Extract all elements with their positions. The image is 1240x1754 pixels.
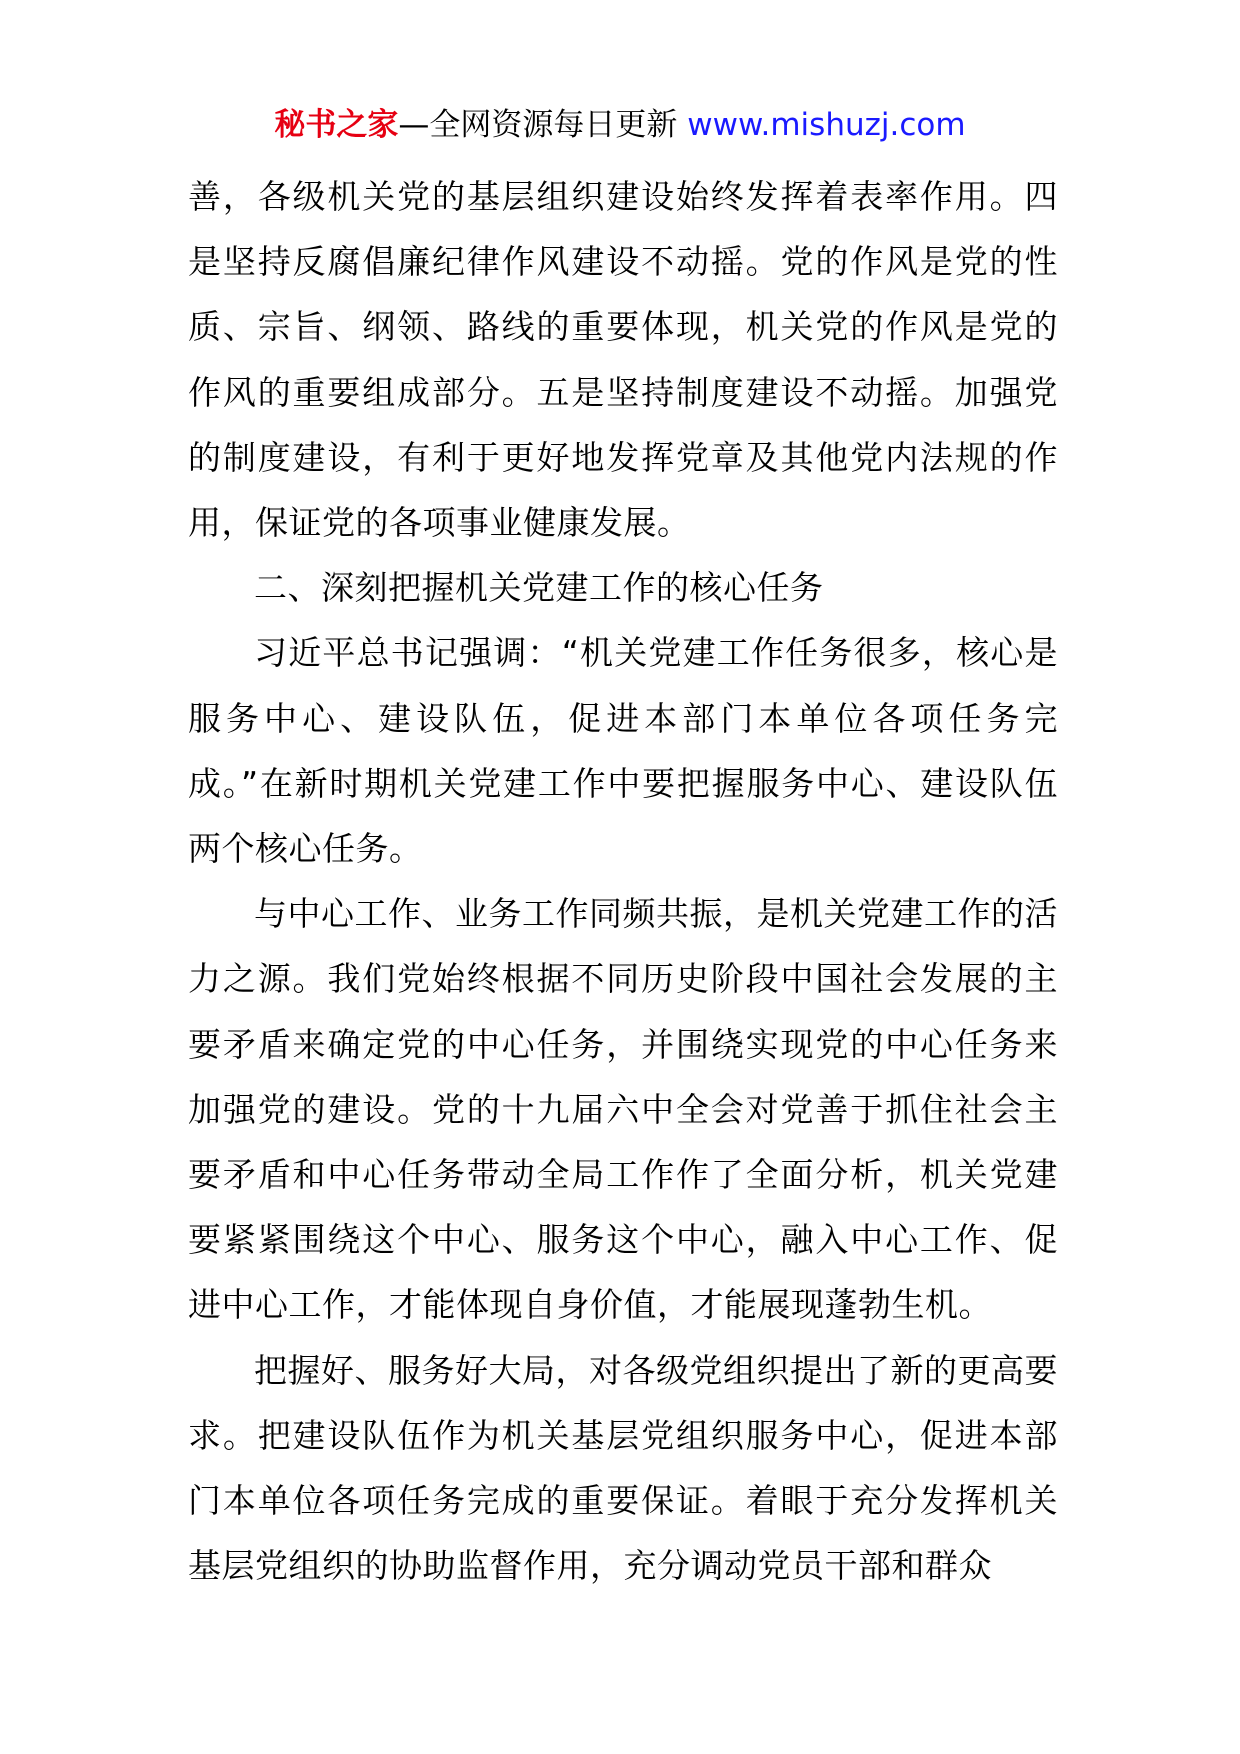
brand-name: 秘书之家: [274, 107, 399, 143]
page-header: [0, 100, 1240, 150]
paragraph: 习近平总书记强调：“机关党建工作任务很多，核心是服务中心、建设队伍，促进本部门本单位各项任务完成。”在新时期机关党建工作中要把握服务中心、建设队伍两个核心任务。: [188, 633, 1058, 869]
paragraph: 与中心工作、业务工作同频共振，是机关党建工作的活力之源。我们党始终根据不同历史阶段中国社会发展的主要矛盾来确定党的中心任务，并围绕实现党的中心任务来加强党的建设。党的十九届六中全会对党善于抓住社会主要矛盾和中心任务带动全局工作作了全面分析，机关党建要紧紧围绕这个中心、服务这个中心，融入中心工作、促进中心工作，才能体现自身价值，才能展现蓬勃生机。: [188, 894, 1058, 1325]
document-body: [188, 164, 1058, 1598]
website-url[interactable]: www.mishuzj.com: [687, 107, 966, 143]
paragraph-continuation: 善，各级机关党的基层组织建设始终发挥着表率作用。四是坚持反腐倡廉纪律作风建设不动摇。党的作风是党的性质、宗旨、纲领、路线的重要体现，机关党的作风是党的作风的重要组成部分。五是坚持制度建设不动摇。加强党的制度建设，有利于更好地发挥党章及其他党内法规的作用，保证党的各项事业健康发展。: [188, 177, 1058, 543]
section-heading: 二、深刻把握机关党建工作的核心任务: [254, 568, 824, 608]
header-tagline: —全网资源每日更新: [398, 107, 688, 143]
paragraph: 把握好、服务好大局，对各级党组织提出了新的更高要求。把建设队伍作为机关基层党组织服务中心，促进本部门本单位各项任务完成的重要保证。着眼于充分发挥机关基层党组织的协助监督作用，充分调动党员干部和群众: [188, 1350, 1058, 1586]
